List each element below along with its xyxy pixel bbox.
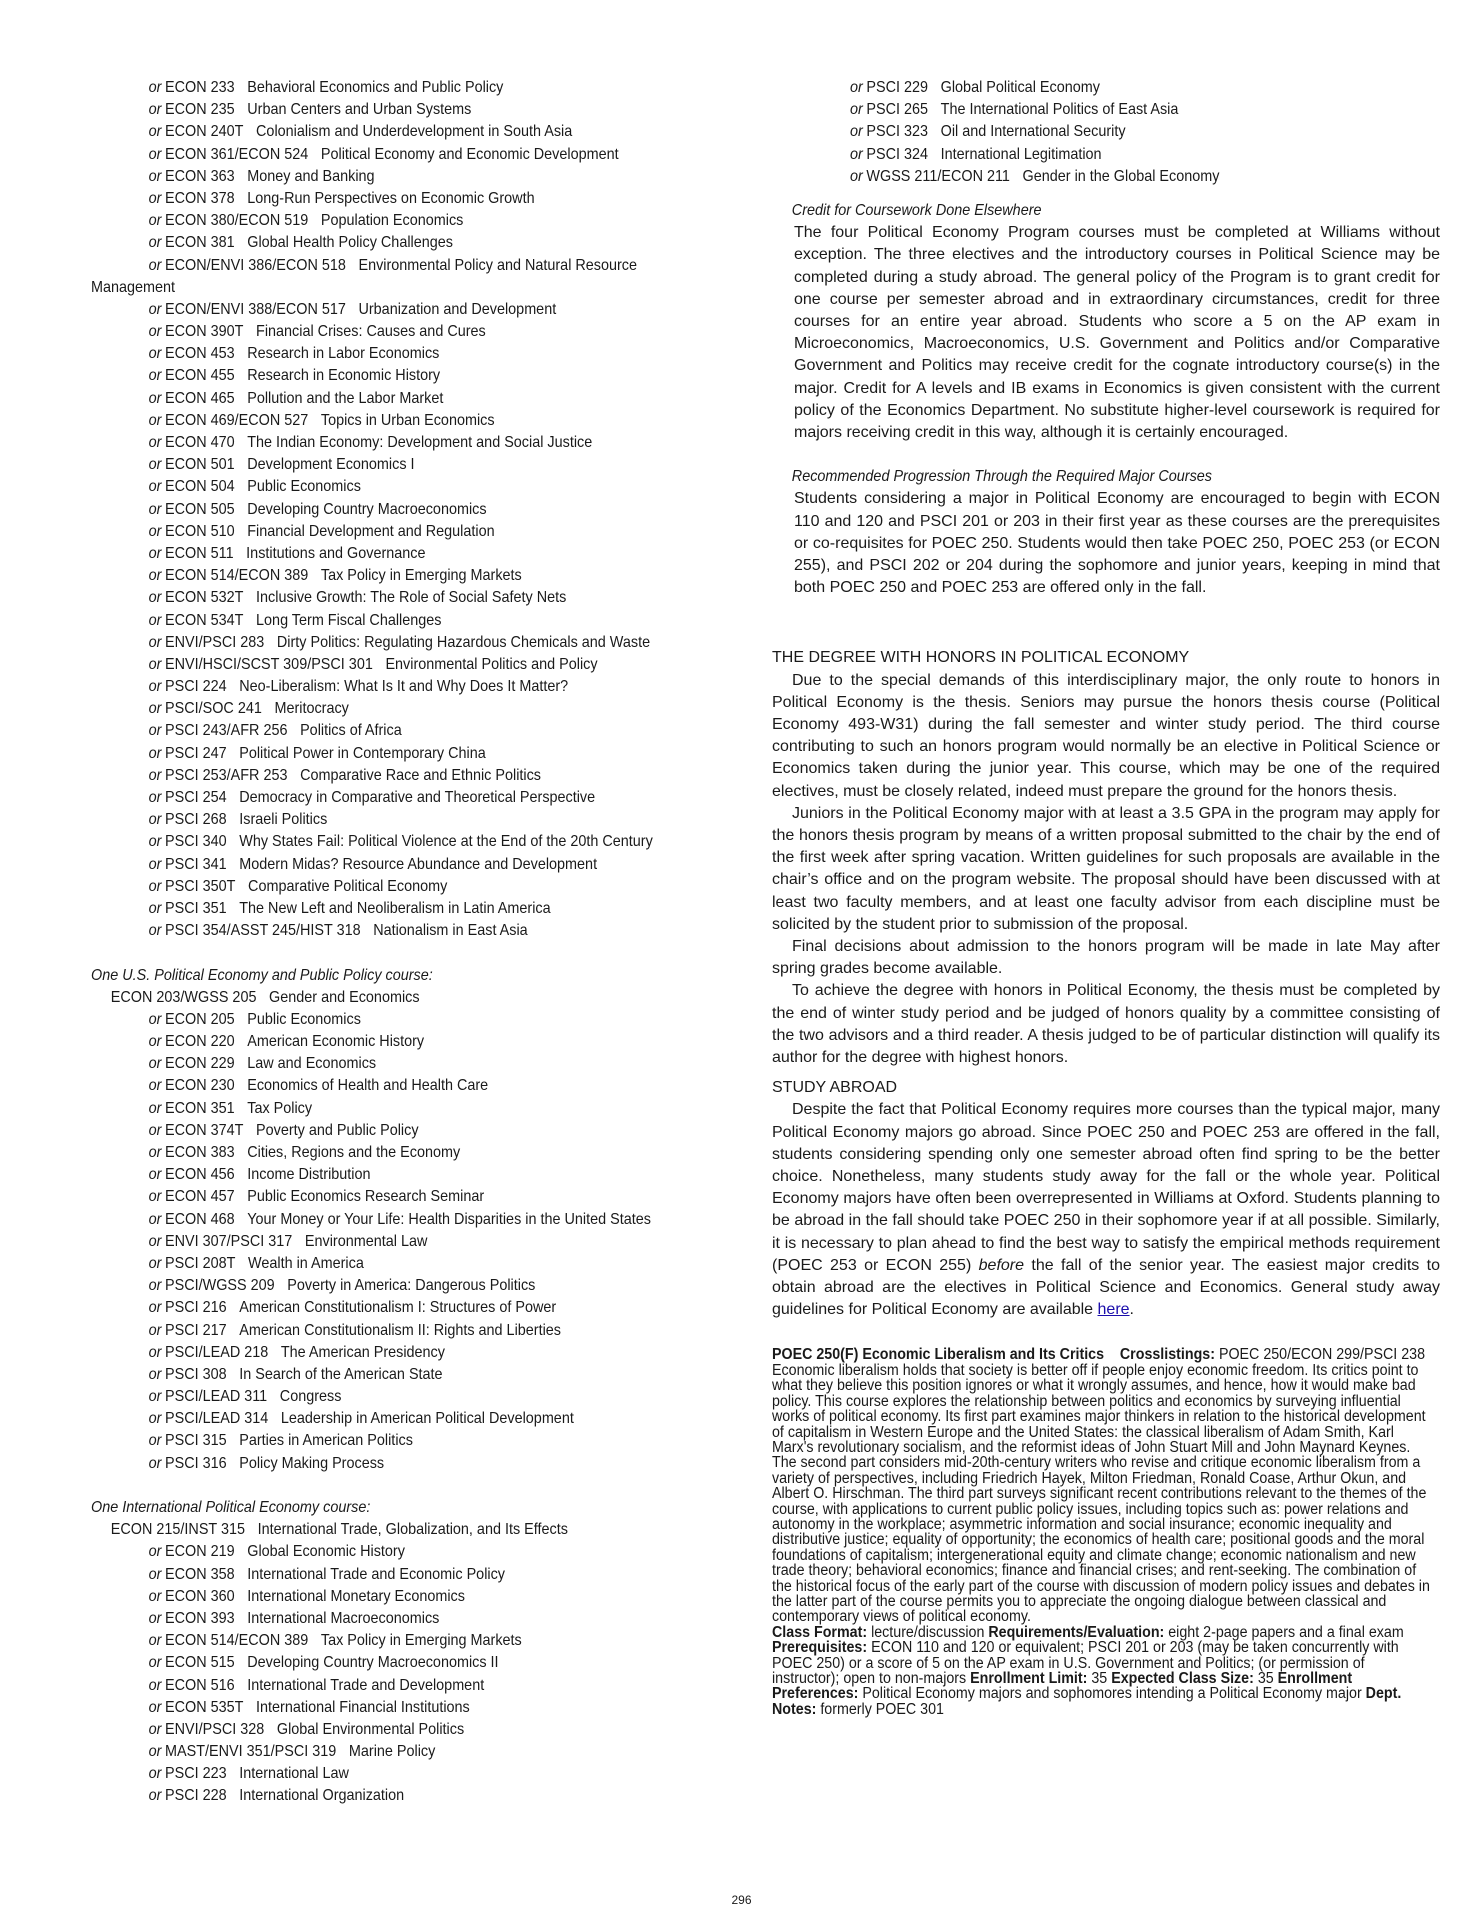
list-item: or ECON 532T Inclusive Growth: The Role of Social Safety Nets (148, 589, 567, 607)
list-item: or PSCI 324 International Legitimation (850, 145, 1102, 163)
list-item: or ECON 501 Development Economics I (148, 456, 415, 474)
list-item: or PSCI 243/AFR 256 Politics of Africa (148, 722, 402, 740)
list-item: or ECON 381 Global Health Policy Challenges (148, 234, 453, 252)
intl-course-list (91, 1541, 761, 1807)
list-item: or PSCI 229 Global Political Economy (850, 79, 1100, 96)
study-away-guidelines-link[interactable]: here (1097, 1301, 1130, 1319)
list-item: or PSCI 308 In Search of the American State (148, 1365, 443, 1383)
list-item: or ECON 465 Pollution and the Labor Market (148, 389, 444, 407)
left-column (91, 77, 761, 1808)
list-item: or ECON 230 Economics of Health and Health Care (148, 1077, 489, 1095)
list-item: or ECON 360 International Monetary Economics (148, 1587, 465, 1605)
section-heading-intl: One International Political Economy course: (91, 1499, 371, 1517)
list-item: or ECON 535T International Financial Institutions (148, 1698, 470, 1716)
list-item: or ECON 511 Institutions and Governance (148, 544, 426, 562)
list-item: or PSCI/WGSS 209 Poverty in America: Dangerous Politics (148, 1277, 536, 1295)
list-item: or ENVI/HSCI/SCST 309/PSCI 301 Environmental Politics and Policy (148, 655, 598, 673)
honors-paragraph: Juniors in the Political Economy major with at least a 3.5 GPA in the program may apply for the honors thesis program by means of a written proposal submitted to the chair by the end of the first week after spring vacation. Written guidelines for such proposals are available in the chair’s office and on the program website. The proposal should have been discussed with at least two faculty members, and at least one faculty advisor from each discipline must be solicited by the student prior to submission of the proposal. (772, 804, 1440, 933)
crosslistings: POEC 250/ECON 299/PSCI 238 (1214, 1346, 1426, 1364)
list-item: or ECON 363 Money and Banking (148, 167, 375, 185)
list-item: or ECON 469/ECON 527 Topics in Urban Economics (148, 411, 495, 429)
list-item: or PSCI 265 The International Politics of East Asia (850, 101, 1179, 119)
list-item: or PSCI 315 Parties in American Politics (148, 1432, 413, 1450)
list-item: or ECON 455 Research in Economic History (148, 367, 441, 385)
list-item: or PSCI 350T Comparative Political Economy (148, 877, 448, 895)
list-item: or ECON 514/ECON 389 Tax Policy in Emerging Markets (148, 567, 522, 585)
list-item: or PSCI 354/ASST 245/HIST 318 Nationalism in East Asia (148, 922, 528, 940)
credit-paragraph: The four Political Economy Program courses must be completed at Williams without exception. The three electives and the introductory courses in Political Science may be completed during a study abroad. The general policy of the Program is to grant credit for one course per semester abroad and in extraordinary circumstances, credit for three courses for an entire year abroad. Students who score a 5 on the AP exam in Microeconomics, Macroeconomics, U.S. Government and Politics and/or Comparative Government and Politics may receive credit for the cognate introductory course(s) in the major. Credit for A levels and IB exams in Economics is given consistent with the current policy of the Economics Department. No substitute higher-level coursework is required for majors receiving credit in this way, although it is certainly encouraged. (794, 224, 1440, 441)
list-item: or WGSS 211/ECON 211 Gender in the Global Economy (850, 167, 1220, 185)
honors-paragraph: To achieve the degree with honors in Political Economy, the thesis must be completed by the end of winter study period and be judged of honors quality by a committee consisting of the two advisors and a third reader. A thesis judged to be of particular distinction will qualify its author for the degree with highest honors. (772, 982, 1440, 1067)
elective-list-continued (91, 77, 761, 277)
section-heading-us: One U.S. Political Economy and Public Policy course: (91, 966, 433, 984)
list-item: or ECON 383 Cities, Regions and the Economy (148, 1144, 461, 1162)
course-description: Economic liberalism holds that society is better off if people enjoy economic freedom. Its critics point to what they believe this position ignores or what it wrongly assumes, and hence, how it would make bad policy. This course explores the relationship between politics and economics by surveying influential works of political economy. Its first part examines major thinkers in relation to the historical development of capitalism in Western Europe and the United States: the classical liberalism of Adam Smith, Karl Marx's revolutionary socialism, and the reformist ideas of John Stuart Mill and John Maynard Keynes. The second part considers mid-20th-century writers who revise and critique economic liberalism from a variety of perspectives, including Friedrich Hayek, Milton Friedman, Ronald Coase, Arthur Okun, and Albert O. Hirschman. The third part surveys significant recent contributions relevant to the themes of the course, with applications to current public policy issues, including topics such as: power relations and autonomy in the workplace; asymmetric information and social insurance; economic inequality and distributive justice; equality of opportunity; the economics of health care; positional goods and the moral foundations of capitalism; intergenerational equity and climate change; economic nationalism and new trade theory; behavioral economics; finance and financial crises; and rent-seeking. The combination of the historical focus of the early part of the course with discussion of modern policy issues and debates in the latter part of the course permits you to appreciate the ongoing dialogue between classical and contemporary views of political economy. (772, 1361, 1430, 1626)
progression-heading: Recommended Progression Through the Required Major Courses (791, 468, 1213, 486)
list-item: or ENVI/PSCI 283 Dirty Politics: Regulating Hazardous Chemicals and Waste (148, 633, 651, 651)
honors-heading: THE DEGREE WITH HONORS IN POLITICAL ECONOMY (772, 649, 1190, 667)
list-item: or ECON 358 International Trade and Economic Policy (148, 1565, 506, 1583)
list-item: or ECON/ENVI 386/ECON 518 Environmental Policy and Natural Resource (148, 256, 638, 274)
course-listing-poec-250: POEC 250(F) Economic Liberalism and Its Critics Crosslistings: POEC 250/ECON 299/PSCI 238 Economic liberalism holds that society is better off if people enjoy economic freedom. Its critics point to what they believe this position ignores or what it wrongly assumes, and hence, how it would make bad policy. This course explores the relationship between politics and economics by surveying influential works of political economy. Its first part examines major thinkers in relation to the historical development of capitalism in Western Europe and the United States: the classical liberalism of Adam Smith, Karl Marx's revolutionary socialism, and the reformist ideas of John Stuart Mill and John Maynard Keynes. The second part considers mid-20th-century writers who revise and critique economic liberalism from a variety of perspectives, including Friedrich Hayek, Milton Friedman, Ronald Coase, Arthur Okun, and Albert O. Hirschman. The third part surveys significant recent contributions relevant to the themes of the course, with applications to current public policy issues, including topics such as: power relations and autonomy in the workplace; asymmetric information and social insurance; economic inequality and distributive justice; equality of opportunity; the economics of health care; positional goods and the moral foundations of capitalism; intergenerational equity and climate change; economic nationalism and new trade theory; behavioral economics; finance and financial crises; and rent-seeking. The combination of the historical focus of the early part of the course with discussion of modern policy issues and debates in the latter part of the course permits you to appreciate the ongoing dialogue between classical and contemporary views of political economy. Class Format: lecture/discussion Requirements/Evaluation: eight 2-page papers and a final exam Prerequisites: ECON 110 and 120 or equivalent; PSCI 201 or 203 (may be taken concurrently with POEC 250) or a score of 5 on the AP exam in U.S. Government and Politics; (or permission of instructor); open to non-majors Enrollment Limit: 35 Expected Class Size: 35 Enrollment Preferences: Political Economy majors and sophomores intending a Political Economy major Dept. Notes: formerly POEC 301 (772, 1346, 1430, 1718)
list-item: or ECON 240T Colonialism and Underdevelopment in South Asia (148, 123, 573, 141)
list-item: ECON 215/INST 315 International Trade, Globalization, and Its Effects (110, 1521, 568, 1539)
list-item: or ECON 534T Long Term Fiscal Challenges (148, 611, 442, 629)
list-item: or PSCI 253/AFR 253 Comparative Race and Ethnic Politics (148, 766, 541, 784)
right-column (772, 77, 1440, 1717)
list-item: or ECON 470 The Indian Economy: Development and Social Justice (148, 434, 593, 452)
honors-paragraph: Final decisions about admission to the honors program will be made in late May after spring grades become available. (772, 938, 1440, 978)
list-item: or ECON 510 Financial Development and Regulation (148, 522, 495, 540)
list-item: or PSCI 323 Oil and International Security (850, 123, 1126, 141)
list-item: or ECON 516 International Trade and Development (148, 1676, 485, 1694)
list-item: or ECON 205 Public Economics (148, 1010, 361, 1028)
list-item: or PSCI/SOC 241 Meritocracy (148, 700, 349, 718)
page-number: 296 (731, 1893, 752, 1907)
list-item: or ECON 229 Law and Economics (148, 1055, 377, 1073)
list-item: or PSCI 224 Neo-Liberalism: What Is It and Why Does It Matter? (148, 678, 569, 696)
study-abroad-section (772, 1099, 1440, 1321)
list-item: or ECON 514/ECON 389 Tax Policy in Emerging Markets (148, 1632, 522, 1650)
list-item: or PSCI 268 Israeli Politics (148, 811, 328, 829)
list-item: or ECON 235 Urban Centers and Urban Systems (148, 101, 472, 119)
list-item: or PSCI 341 Modern Midas? Resource Abundance and Development (148, 855, 598, 873)
intl-course-list-continued (850, 77, 1440, 188)
list-item: or PSCI 247 Political Power in Contemporary China (148, 744, 486, 762)
credit-heading: Credit for Coursework Done Elsewhere (791, 201, 1042, 219)
list-item: or PSCI 254 Democracy in Comparative and Theoretical Perspective (148, 789, 596, 807)
list-item: or ECON 468 Your Money or Your Life: Health Disparities in the United States (148, 1210, 651, 1228)
list-item: or PSCI/LEAD 314 Leadership in American Political Development (148, 1410, 574, 1428)
list-item: or PSCI/LEAD 311 Congress (148, 1388, 342, 1406)
list-item: or ECON 505 Developing Country Macroeconomics (148, 500, 487, 518)
list-item: or ECON 220 American Economic History (148, 1033, 425, 1051)
list-item: or ECON 380/ECON 519 Population Economics (148, 212, 464, 230)
list-item: or ECON 393 International Macroeconomics (148, 1609, 440, 1627)
list-item: or ECON 233 Behavioral Economics and Public Policy (148, 79, 504, 96)
list-item: or ECON 515 Developing Country Macroeconomics II (148, 1654, 499, 1672)
list-item: or ECON 456 Income Distribution (148, 1166, 371, 1184)
list-item: or ECON 504 Public Economics (148, 478, 361, 496)
list-item: or PSCI 351 The New Left and Neoliberalism in Latin America (148, 899, 551, 917)
honors-paragraph: Due to the special demands of this interdisciplinary major, the only route to honors in Political Economy is the thesis. Seniors may pursue the honors thesis course (Political Economy 493-W31) during the fall semester and winter study period. The third course contributing to such an honors program would normally be an elective in Political Science or Economics taken during the junior year. This course, which may be one of the required electives, must be closely related, indeed must prepare the ground for the honors thesis. (772, 671, 1440, 800)
list-item: or ECON 374T Poverty and Public Policy (148, 1121, 419, 1139)
us-course-list (91, 1009, 761, 1475)
list-item: or PSCI 208T Wealth in America (148, 1254, 364, 1272)
list-item: or ECON 390T Financial Crises: Causes and Cures (148, 323, 486, 341)
list-item: or ECON 378 Long-Run Perspectives on Economic Growth (148, 189, 535, 207)
elective-list-continued-b (91, 299, 761, 942)
list-item: or ECON 453 Research in Labor Economics (148, 345, 440, 363)
list-item: or ECON/ENVI 388/ECON 517 Urbanization and Development (148, 300, 557, 318)
study-abroad-paragraph: Despite the fact that Political Economy requires more courses than the typical major, many Political Economy majors go abroad. Since POEC 250 and POEC 253 are offered in the fall, students considering spending only one semester abroad often find spring to be the better choice. Nonetheless, many students study away for the fall or the whole year. Political Economy majors have often been overrepresented in Williams at Oxford. Students planning to be abroad in the fall should take POEC 250 in their sophomore year if at all possible. Similarly, it is necessary to plan ahead to find the best way to satisfy the empirical methods requirement (POEC 253 or ECON 255) before the fall of the senior year. The easiest major credits to obtain abroad are the electives in Political Science and Economics. General study away guidelines for Political Economy are available here. (772, 1101, 1440, 1319)
list-item: or PSCI 217 American Constitutionalism II: Rights and Liberties (148, 1321, 561, 1339)
list-item: or PSCI 340 Why States Fail: Political Violence at the End of the 20th Century (148, 833, 653, 851)
honors-section (772, 670, 1440, 1070)
list-item-wrap: Management (91, 278, 176, 296)
list-item: or ECON 351 Tax Policy (148, 1099, 313, 1117)
list-item: or PSCI 216 American Constitutionalism I: Structures of Power (148, 1299, 557, 1317)
list-item: ECON 203/WGSS 205 Gender and Economics (110, 988, 420, 1006)
list-item: or PSCI 316 Policy Making Process (148, 1454, 385, 1472)
list-item: or PSCI 228 International Organization (148, 1787, 405, 1805)
list-item: or MAST/ENVI 351/PSCI 319 Marine Policy (148, 1743, 436, 1761)
list-item: or ECON 219 Global Economic History (148, 1543, 405, 1561)
list-item: or PSCI 223 International Law (148, 1765, 349, 1783)
list-item: or ECON 457 Public Economics Research Seminar (148, 1188, 485, 1206)
list-item: or ENVI/PSCI 328 Global Environmental Politics (148, 1720, 465, 1738)
list-item: or PSCI/LEAD 218 The American Presidency (148, 1343, 445, 1361)
progression-paragraph: Students considering a major in Political Economy are encouraged to begin with ECON 110 and 120 and PSCI 201 or 203 in their first year as these courses are the prerequisites or co-requisites for POEC 250. Students would then take POEC 250, POEC 253 (or ECON 255), and PSCI 202 or 204 during the sophomore and junior years, keeping in mind that both POEC 250 and POEC 253 are offered only in the fall. (794, 490, 1440, 597)
list-item: or ECON 361/ECON 524 Political Economy and Economic Development (148, 145, 619, 163)
study-abroad-heading: STUDY ABROAD (772, 1079, 898, 1097)
list-item: or ENVI 307/PSCI 317 Environmental Law (148, 1232, 428, 1250)
course-title: POEC 250(F) Economic Liberalism and Its Critics (772, 1346, 1105, 1364)
